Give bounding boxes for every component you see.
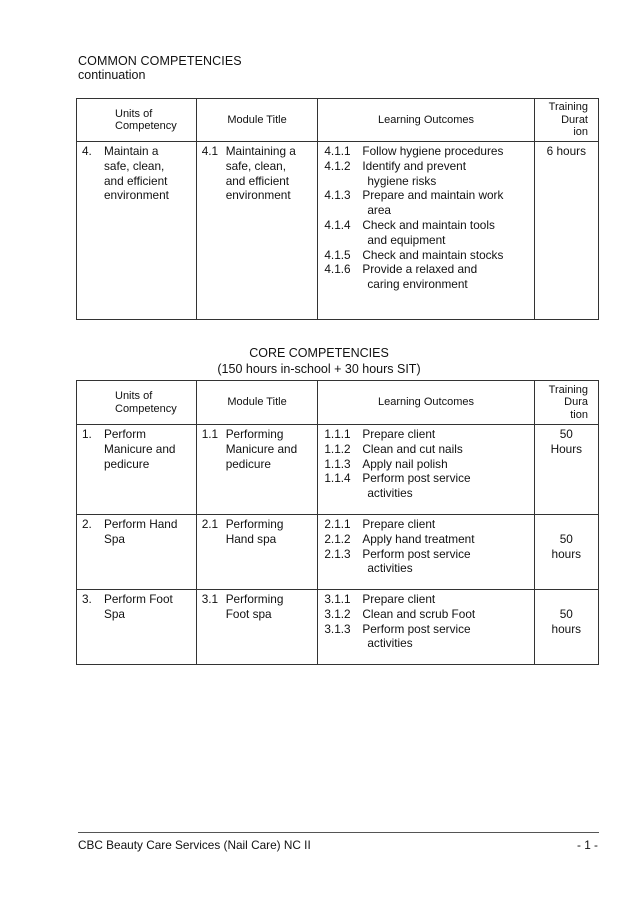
- duration-line: [535, 517, 598, 532]
- unit-number: 4.: [82, 144, 92, 158]
- module-text: [226, 517, 318, 547]
- outcome-line: Identify and prevent: [362, 158, 466, 173]
- unit-of-competency-cell: [77, 425, 197, 515]
- learning-outcome-item: [324, 457, 533, 472]
- outcome-text: [362, 532, 533, 547]
- outcome-number: 4.1.5: [324, 247, 351, 262]
- table-row: [77, 142, 599, 320]
- learning-outcome-item: [324, 592, 533, 607]
- unit-item: [77, 142, 196, 203]
- header-train-line1: Training: [548, 101, 588, 114]
- module-line: pedicure: [225, 456, 271, 471]
- footer-divider: [78, 832, 599, 833]
- header-module-title: Module Title: [196, 381, 318, 425]
- module-title-cell: [196, 515, 318, 590]
- module-line: Manicure and: [225, 441, 298, 456]
- header-units-of-competency: [77, 99, 197, 142]
- duration-line: hours: [551, 546, 582, 561]
- unit-of-competency-cell: [77, 515, 197, 590]
- module-line: Maintaining a: [225, 144, 296, 158]
- header-units-of-competency: [77, 381, 197, 425]
- table-row: [77, 515, 599, 590]
- table-header-row: [77, 99, 599, 142]
- duration-line: Hours: [550, 441, 583, 456]
- outcome-text: [362, 517, 533, 532]
- unit-text: [104, 517, 196, 547]
- module-title-cell: [196, 425, 318, 515]
- learning-outcome-item: [324, 218, 533, 248]
- outcome-number: 2.1.1: [324, 517, 351, 531]
- footer-document-title: CBC Beauty Care Services (Nail Care) NC II: [78, 838, 311, 852]
- table-row: [77, 590, 599, 665]
- outcome-line: caring environment: [367, 277, 468, 292]
- unit-text: [104, 144, 196, 203]
- header-train-line3: tion: [570, 408, 588, 421]
- header-train-line3: ion: [573, 126, 588, 139]
- training-duration-cell: [534, 590, 598, 665]
- duration-line: [535, 592, 598, 607]
- outcome-number: 3.1.3: [324, 621, 351, 636]
- module-line: safe, clean,: [225, 158, 287, 173]
- learning-outcome-item: [324, 471, 533, 501]
- header-train-line2: Dura: [564, 396, 588, 409]
- learning-outcomes-cell: [318, 425, 534, 515]
- outcome-number: 2.1.3: [324, 546, 351, 561]
- training-duration-cell: [534, 515, 598, 590]
- common-table-body: [77, 142, 599, 320]
- learning-outcome-item: [324, 532, 533, 547]
- outcome-line: area: [367, 203, 391, 218]
- outcome-text: [362, 262, 533, 292]
- module-line: environment: [225, 188, 291, 203]
- module-number: 2.1: [201, 517, 219, 531]
- outcome-line: Prepare and maintain work: [362, 188, 504, 203]
- module-number: 4.1: [201, 144, 219, 158]
- header-units-line1: Units of: [115, 390, 153, 402]
- unit-text: [104, 592, 196, 622]
- common-competencies-title: COMMON COMPETENCIES: [78, 54, 242, 68]
- learning-outcome-item: [324, 607, 533, 622]
- learning-outcomes-cell: [318, 515, 534, 590]
- unit-line: safe, clean,: [104, 158, 165, 173]
- module-text: [226, 144, 318, 203]
- outcome-text: [362, 442, 533, 457]
- module-text: [226, 592, 318, 622]
- learning-outcome-item: [324, 622, 533, 652]
- outcome-text: [362, 592, 533, 607]
- learning-outcome-item: [324, 159, 533, 189]
- outcome-line: Provide a relaxed and: [362, 262, 478, 277]
- module-line: and efficient: [225, 173, 290, 188]
- outcome-number: 4.1.6: [324, 262, 351, 277]
- unit-line: and efficient: [104, 173, 168, 188]
- outcome-line: Prepare client: [362, 592, 436, 606]
- outcome-text: [362, 218, 533, 248]
- outcome-text: [362, 471, 533, 501]
- duration-line: 50: [559, 606, 573, 621]
- header-learning-outcomes: Learning Outcomes: [318, 381, 534, 425]
- header-module-title: Module Title: [196, 99, 318, 142]
- module-line: Performing: [225, 517, 284, 531]
- outcome-line: Perform post service: [362, 546, 471, 561]
- module-title-cell: [196, 590, 318, 665]
- outcome-line: and equipment: [367, 232, 446, 247]
- outcome-text: [362, 427, 533, 442]
- outcome-text: [362, 188, 533, 218]
- core-table-body: [77, 425, 599, 665]
- unit-number: 2.: [82, 517, 92, 531]
- outcome-number: 1.1.2: [324, 441, 351, 456]
- learning-outcome-item: [324, 188, 533, 218]
- header-train-line1: Training: [548, 383, 588, 396]
- unit-line: pedicure: [104, 456, 150, 471]
- unit-line: environment: [104, 188, 169, 203]
- learning-outcomes-cell: [318, 590, 534, 665]
- outcome-line: Perform post service: [362, 471, 471, 486]
- training-duration-cell: [534, 425, 598, 515]
- unit-line: Manicure and: [104, 441, 176, 456]
- outcome-number: 4.1.3: [324, 188, 351, 203]
- unit-of-competency-cell: [77, 590, 197, 665]
- outcome-number: 2.1.2: [324, 531, 351, 546]
- outcome-line: Follow hygiene procedures: [362, 144, 504, 158]
- table-header-row: [77, 381, 599, 425]
- common-competencies-table: [76, 98, 599, 320]
- module-line: Performing: [225, 427, 284, 441]
- duration-line: hours: [551, 621, 582, 636]
- learning-outcome-item: [324, 517, 533, 532]
- outcome-number: 1.1.1: [324, 427, 351, 441]
- unit-line: Spa: [104, 606, 125, 621]
- learning-outcome-item: [324, 144, 533, 159]
- core-competencies-title: CORE COMPETENCIES: [249, 346, 389, 360]
- outcome-text: [362, 159, 533, 189]
- common-competencies-subtitle: continuation: [78, 68, 146, 82]
- outcome-number: 4.1.4: [324, 217, 351, 232]
- header-training-duration: [534, 99, 598, 142]
- outcome-line: Clean and scrub Foot: [362, 606, 476, 621]
- learning-outcome-item: [324, 248, 533, 263]
- learning-outcome-item: [324, 262, 533, 292]
- module-item: [197, 142, 318, 203]
- header-training-duration: [534, 381, 598, 425]
- core-competencies-table: [76, 380, 599, 665]
- duration-line: 6 hours: [546, 144, 586, 158]
- unit-item: [77, 590, 196, 622]
- module-number: 1.1: [201, 427, 219, 441]
- outcome-number: 4.1.1: [324, 144, 351, 158]
- header-learning-outcomes: Learning Outcomes: [318, 99, 534, 142]
- outcome-text: [362, 622, 533, 652]
- module-number: 3.1: [201, 592, 219, 606]
- unit-of-competency-cell: [77, 142, 197, 320]
- outcome-line: Perform post service: [362, 621, 471, 636]
- unit-number: 1.: [82, 427, 92, 441]
- outcome-number: 3.1.2: [324, 606, 351, 621]
- outcome-number: 1.1.3: [324, 456, 351, 471]
- outcome-line: Prepare client: [362, 517, 436, 531]
- outcome-text: [362, 144, 533, 159]
- outcome-line: activities: [367, 486, 413, 501]
- outcome-text: [362, 607, 533, 622]
- table-row: [77, 425, 599, 515]
- outcome-line: hygiene risks: [367, 173, 437, 188]
- module-line: Performing: [225, 592, 284, 606]
- unit-item: [77, 515, 196, 547]
- unit-line: Perform Hand: [104, 517, 178, 531]
- header-units-line2: Competency: [115, 120, 177, 132]
- module-title-cell: [196, 142, 318, 320]
- outcome-number: 3.1.1: [324, 592, 351, 606]
- outcome-line: Clean and cut nails: [362, 441, 463, 456]
- outcome-text: [362, 457, 533, 472]
- module-item: [197, 590, 318, 622]
- training-duration-cell: [534, 142, 598, 320]
- core-competencies-subtitle: (150 hours in-school + 30 hours SIT): [217, 362, 421, 376]
- unit-line: Maintain a: [104, 144, 159, 158]
- unit-number: 3.: [82, 592, 92, 606]
- duration-line: 50: [559, 427, 573, 441]
- footer-page-number: - 1 -: [577, 838, 598, 852]
- module-item: [197, 515, 318, 547]
- learning-outcome-item: [324, 547, 533, 577]
- unit-item: [77, 425, 196, 471]
- outcome-line: activities: [367, 561, 413, 576]
- unit-line: Perform Foot: [104, 592, 173, 606]
- outcome-number: 1.1.4: [324, 471, 351, 486]
- header-train-line2: Durat: [561, 113, 588, 126]
- unit-text: [104, 427, 196, 471]
- unit-line: Perform: [104, 427, 146, 441]
- outcome-line: Check and maintain stocks: [362, 247, 504, 262]
- outcome-line: Check and maintain tools: [362, 217, 495, 232]
- outcome-line: Apply hand treatment: [362, 531, 475, 546]
- header-units-line1: Units of: [115, 107, 153, 120]
- learning-outcome-item: [324, 442, 533, 457]
- learning-outcomes-cell: [318, 142, 534, 320]
- module-item: [197, 425, 318, 471]
- module-line: Hand spa: [225, 531, 277, 546]
- outcome-text: [362, 248, 533, 263]
- outcome-number: 4.1.2: [324, 158, 351, 173]
- learning-outcome-item: [324, 427, 533, 442]
- outcome-text: [362, 547, 533, 577]
- unit-line: Spa: [104, 531, 125, 546]
- module-text: [226, 427, 318, 471]
- module-line: Foot spa: [225, 606, 272, 621]
- outcome-line: Prepare client: [362, 427, 436, 441]
- duration-line: 50: [559, 531, 573, 546]
- header-units-line2: Competency: [115, 402, 177, 415]
- outcome-line: Apply nail polish: [362, 456, 448, 471]
- outcome-line: activities: [367, 636, 413, 651]
